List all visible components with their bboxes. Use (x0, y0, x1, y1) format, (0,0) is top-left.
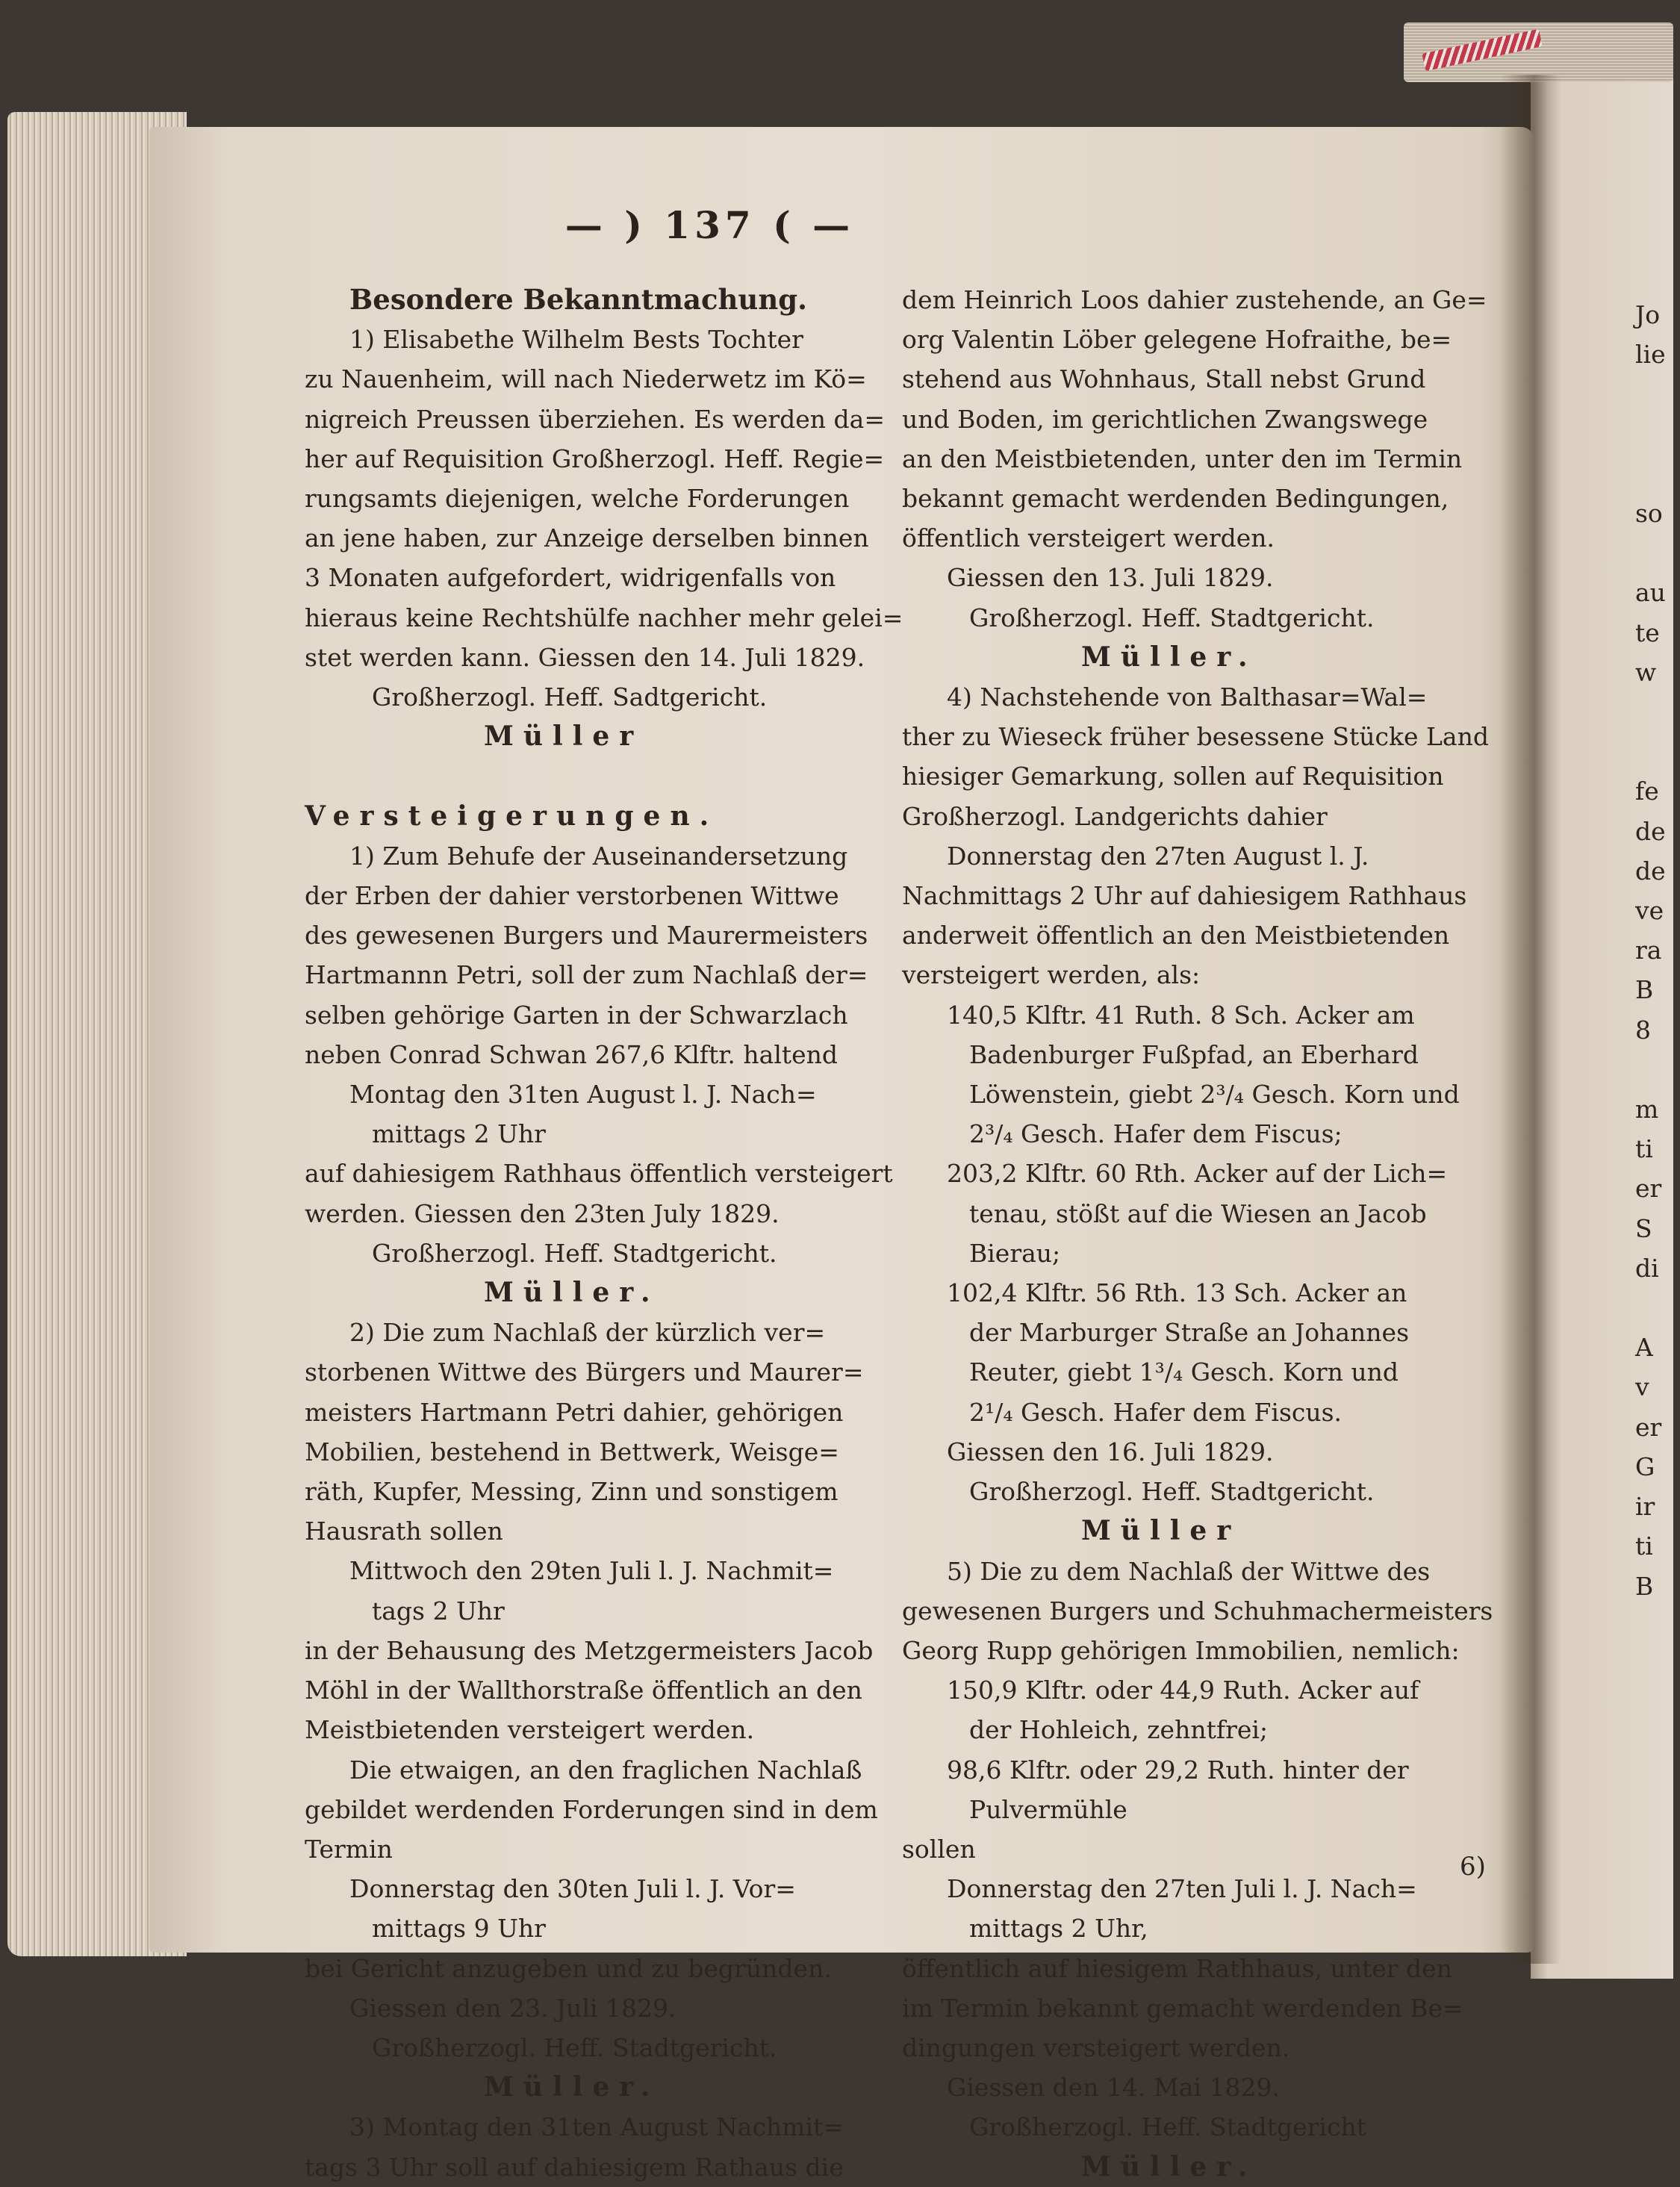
text-line: Großherzogl. Landgerichts dahier (902, 801, 1328, 831)
text-line: 140,5 Klftr. 41 Ruth. 8 Sch. Acker am (947, 1000, 1415, 1030)
text-line: versteigert werden, als: (902, 960, 1201, 990)
text-line: Löwenstein, giebt 2³/₄ Gesch. Korn und (969, 1080, 1460, 1110)
facing-page-fragment (1635, 692, 1680, 732)
text-line: Die etwaigen, an den fraglichen Nachlaß (349, 1755, 862, 1785)
page-header: — ) 137 ( — (564, 203, 855, 247)
facing-page-fragment: au (1635, 578, 1666, 608)
facing-page-fragment: di (1635, 1253, 1659, 1283)
facing-page-fragment: B (1635, 1571, 1654, 1601)
text-line: 1) Elisabethe Wilhelm Bests Tochter (349, 325, 803, 355)
text-line: rungsamts diejenigen, welche Forderungen (305, 484, 850, 514)
text-line: sollen (902, 1834, 976, 1864)
text-line: Giessen den 23. Juli 1829. (349, 1993, 676, 2023)
text-line: mittags 2 Uhr, (969, 1914, 1148, 1944)
facing-page-fragment: A (1635, 1333, 1653, 1363)
text-line: neben Conrad Schwan 267,6 Klftr. haltend (305, 1039, 839, 1069)
text-line: 2) Die zum Nachlaß der kürzlich ver= (349, 1318, 826, 1348)
facing-page-fragment: ve (1635, 896, 1664, 926)
text-line: mittags 2 Uhr (372, 1119, 546, 1149)
text-line: gewesenen Burgers und Schuhmachermeisters (902, 1596, 1493, 1626)
facing-page-fragment: er (1635, 1174, 1662, 1204)
text-line: Montag den 31ten August l. J. Nach= (349, 1080, 817, 1110)
text-line: gebildet werdenden Forderungen sind in dem (305, 1794, 878, 1824)
text-line: 5) Die zu dem Nachlaß der Wittwe des (947, 1556, 1431, 1586)
text-line: Großherzogl. Heff. Stadtgericht (969, 2112, 1366, 2142)
text-line: her auf Requisition Großherzogl. Heff. Regie= (305, 444, 885, 473)
text-line: Badenburger Fußpfad, an Eberhard (969, 1039, 1419, 1069)
text-line: Nachmittags 2 Uhr auf dahiesigem Rathhaus (902, 881, 1467, 911)
text-line: Hausrath sollen (305, 1516, 503, 1546)
facing-page-fragment (1635, 374, 1680, 414)
facing-page-fragment: ti (1635, 1134, 1653, 1164)
text-line: stehend aus Wohnhaus, Stall nebst Grund (902, 364, 1426, 394)
text-line: Hartmannn Petri, soll der zum Nachlaß der= (305, 960, 868, 990)
facing-page-fragment: v (1635, 1372, 1649, 1402)
facing-page-fragment: m (1635, 1095, 1659, 1124)
facing-page-fragment: 8 (1635, 1015, 1651, 1045)
text-line: dem Heinrich Loos dahier zustehende, an Ge= (902, 285, 1487, 314)
text-line: räth, Kupfer, Messing, Zinn und sonstigem (305, 1477, 839, 1507)
text-line: 3 Monaten aufgefordert, widrigenfalls von (305, 563, 836, 593)
facing-page-fragment (1635, 414, 1680, 454)
text-line: Versteigerungen. (305, 800, 719, 832)
text-line: Großherzogl. Heff. Stadtgericht. (372, 2032, 777, 2062)
text-line: Großherzogl. Heff. Stadtgericht. (969, 1477, 1375, 1507)
text-line: Möhl in der Wallthorstraße öffentlich an den (305, 1676, 862, 1705)
facing-page-fragment (1635, 1050, 1680, 1089)
text-line: Müller. (484, 2071, 660, 2103)
facing-page-fragment (1635, 732, 1680, 771)
text-line: bekannt gemacht werdenden Bedingungen, (902, 484, 1449, 514)
text-line: in der Behausung des Metzgermeisters Jacob (305, 1635, 874, 1665)
facing-page-fragment: w (1635, 657, 1657, 687)
text-line: Reuter, giebt 1³/₄ Gesch. Korn und (969, 1357, 1399, 1387)
text-line: der Erben der dahier verstorbenen Wittwe (305, 881, 839, 911)
text-line: der Hohleich, zehntfrei; (969, 1715, 1269, 1745)
facing-page-fragment: ti (1635, 1531, 1653, 1561)
text-line: 1) Zum Behufe der Auseinandersetzung (349, 841, 848, 871)
text-line: Giessen den 13. Juli 1829. (947, 563, 1274, 593)
facing-page-fragment: ra (1635, 936, 1662, 965)
text-line: mittags 9 Uhr (372, 1914, 546, 1944)
facing-page-fragment: de (1635, 856, 1666, 886)
text-line: hiesiger Gemarkung, sollen auf Requisition (902, 762, 1444, 791)
text-line: 98,6 Klftr. oder 29,2 Ruth. hinter der (947, 1755, 1409, 1785)
text-line: ther zu Wieseck früher besessene Stücke Land (902, 722, 1489, 752)
text-line: Mobilien, bestehend in Bettwerk, Weisge= (305, 1437, 839, 1466)
text-line: auf dahiesigem Rathhaus öffentlich versteigert (305, 1159, 893, 1189)
text-line: Termin (305, 1834, 393, 1864)
text-line: nigreich Preussen überziehen. Es werden da= (305, 404, 885, 434)
text-line: öffentlich auf hiesigem Rathhaus, unter den (902, 1953, 1452, 1983)
text-line: Georg Rupp gehörigen Immobilien, nemlich: (902, 1635, 1460, 1665)
facing-page-fragment (1635, 454, 1680, 494)
text-line: Müller (1081, 1515, 1241, 1547)
facing-page-fragment: fe (1635, 777, 1659, 806)
text-line: Großherzogl. Heff. Sadtgericht. (372, 682, 768, 712)
text-line: meisters Hartmann Petri dahier, gehörigen (305, 1397, 844, 1427)
facing-page-fragment: Jo (1635, 300, 1661, 329)
text-line: Giessen den 14. Mai 1829. (947, 2073, 1280, 2103)
text-line: an jene haben, zur Anzeige derselben binnen (305, 523, 869, 553)
text-line: Mittwoch den 29ten Juli l. J. Nachmit= (349, 1556, 834, 1586)
text-line: werden. Giessen den 23ten July 1829. (305, 1198, 780, 1228)
facing-page-fragment (1635, 1288, 1680, 1328)
text-line: zu Nauenheim, will nach Niederwetz im Kö= (305, 364, 867, 394)
text-line: tags 2 Uhr (372, 1596, 505, 1626)
text-line: hieraus keine Rechtshülfe nachher mehr gelei= (305, 603, 903, 632)
text-line: Giessen den 16. Juli 1829. (947, 1437, 1274, 1466)
text-line: 2¹/₄ Gesch. Hafer dem Fiscus. (969, 1397, 1343, 1427)
text-line (305, 756, 902, 796)
text-line: Großherzogl. Heff. Stadtgericht. (969, 603, 1375, 632)
text-line: im Termin bekannt gemacht werdenden Be= (902, 1993, 1463, 2023)
text-line: Müller. (1081, 2150, 1257, 2183)
text-line: selben gehörige Garten in der Schwarzlach (305, 1000, 848, 1030)
facing-page-fragment: so (1635, 499, 1663, 529)
text-line: Besondere Bekanntmachung. (349, 283, 807, 316)
text-line: Müller (484, 721, 644, 753)
text-line: 203,2 Klftr. 60 Rth. Acker auf der Lich= (947, 1159, 1448, 1189)
facing-page-fragment: S (1635, 1213, 1652, 1243)
text-line: des gewesenen Burgers und Maurermeisters (305, 921, 868, 951)
text-line: Müller. (484, 1277, 660, 1309)
text-line: anderweit öffentlich an den Meistbietenden (902, 921, 1450, 951)
text-line: Donnerstag den 30ten Juli l. J. Vor= (349, 1874, 796, 1904)
facing-page-fragment: te (1635, 617, 1660, 647)
facing-page-fragment: lie (1635, 340, 1666, 370)
text-line: org Valentin Löber gelegene Hofraithe, be= (902, 325, 1452, 355)
text-line: Donnerstag den 27ten August l. J. (947, 841, 1369, 871)
text-line: und Boden, im gerichtlichen Zwangswege (902, 404, 1428, 434)
text-line: Meistbietenden versteigert werden. (305, 1715, 755, 1745)
text-line: Pulvermühle (969, 1794, 1127, 1824)
text-line: 102,4 Klftr. 56 Rth. 13 Sch. Acker an (947, 1278, 1407, 1308)
facing-page-fragment: ir (1635, 1492, 1655, 1522)
facing-page-fragment: G (1635, 1452, 1655, 1481)
text-line: Bierau; (969, 1238, 1061, 1268)
text-line: öffentlich versteigert werden. (902, 523, 1275, 553)
text-line: Donnerstag den 27ten Juli l. J. Nach= (947, 1874, 1417, 1904)
text-line: 3) Montag den 31ten August Nachmit= (349, 2112, 844, 2142)
text-line: tenau, stößt auf die Wiesen an Jacob (969, 1198, 1427, 1228)
text-line: 2³/₄ Gesch. Hafer dem Fiscus; (969, 1119, 1343, 1149)
catchword: 6) (1460, 1852, 1486, 1882)
facing-page-text-fragments (1635, 295, 1680, 1606)
right-column (902, 280, 1493, 2187)
text-line: 4) Nachstehende von Balthasar=Wal= (947, 682, 1428, 712)
text-line: dingungen versteigert werden. (902, 2032, 1290, 2062)
text-line: Müller. (1081, 641, 1257, 673)
text-line: storbenen Wittwe des Bürgers und Maurer= (305, 1357, 864, 1387)
text-line: Großherzogl. Heff. Stadtgericht. (372, 1238, 777, 1268)
facing-page-fragment (1635, 533, 1680, 573)
text-line: stet werden kann. Giessen den 14. Juli 1829. (305, 642, 865, 672)
text-line: der Marburger Straße an Johannes (969, 1318, 1410, 1348)
text-line: tags 3 Uhr soll auf dahiesigem Rathaus die (305, 2152, 844, 2182)
left-column (305, 280, 902, 2187)
text-line: 150,9 Klftr. oder 44,9 Ruth. Acker auf (947, 1676, 1419, 1705)
text-line: an den Meistbietenden, unter den im Termin (902, 444, 1463, 473)
facing-page-fragment: B (1635, 975, 1654, 1005)
book-gutter-shadow (1501, 75, 1561, 1964)
facing-page-fragment: er (1635, 1412, 1662, 1442)
facing-page-fragment: de (1635, 816, 1666, 846)
text-line: bei Gericht anzugeben und zu begründen. (305, 1953, 832, 1983)
